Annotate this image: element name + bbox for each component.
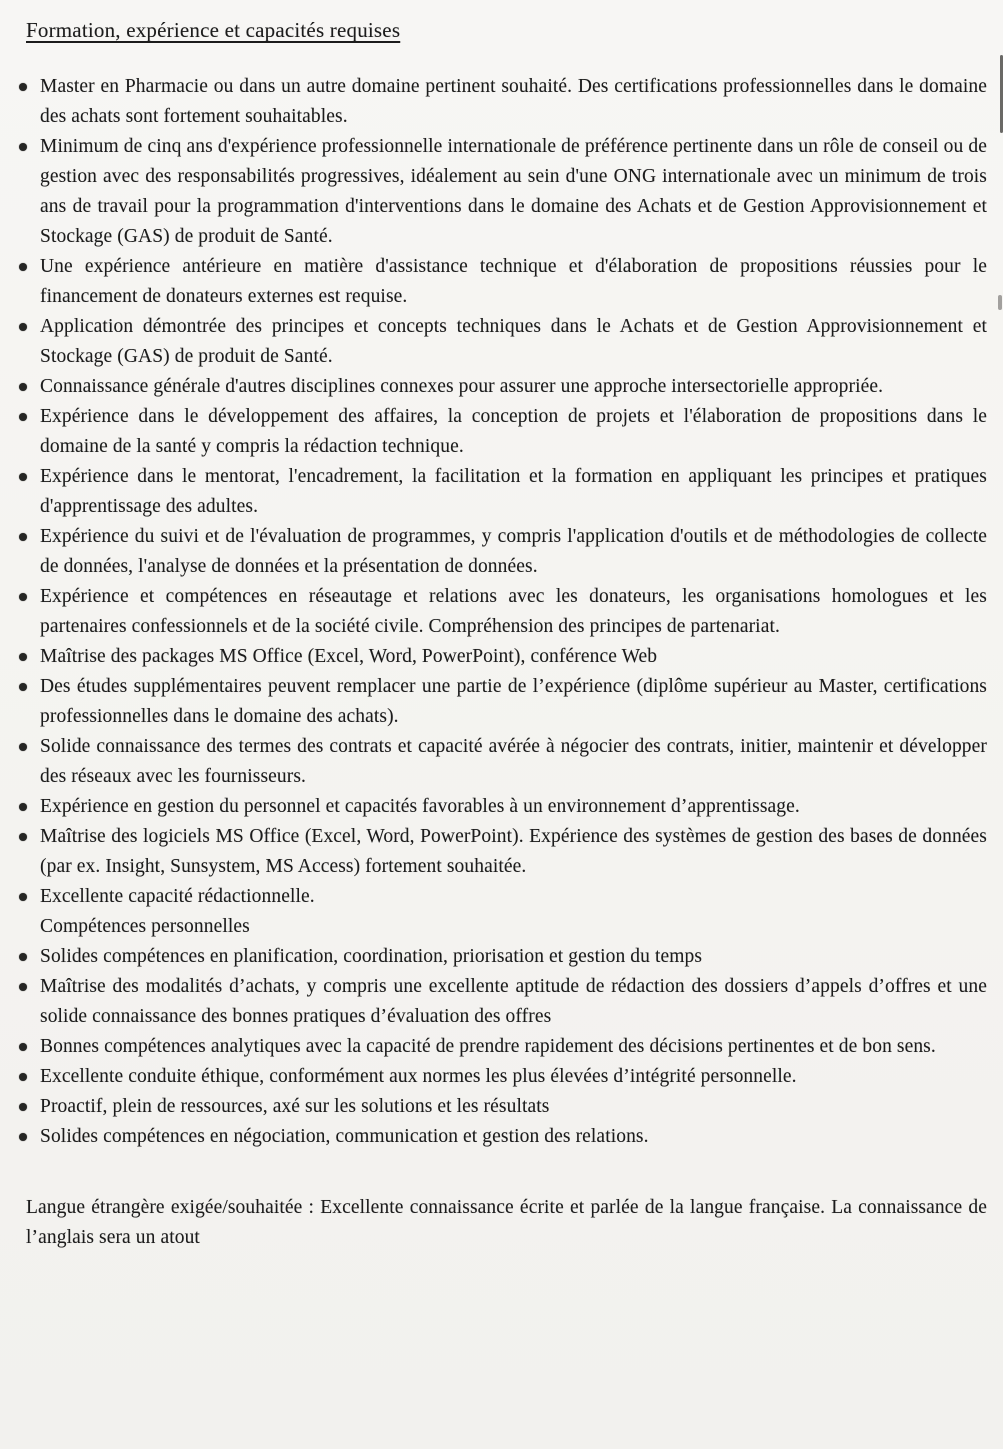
list-item xyxy=(0,972,987,1032)
list-item-text: Expérience du suivi et de l'évaluation de programmes, y compris l'application d'outils et de méthodologies de collecte de données, l'analyse de données et la présentation de données. xyxy=(40,526,987,577)
list-item-text: Expérience en gestion du personnel et capacités favorables à un environnement d’apprentissage. xyxy=(40,796,800,817)
bullet-icon xyxy=(19,803,27,811)
list-item xyxy=(0,792,987,822)
page-title: Formation, expérience et capacités requises xyxy=(26,18,401,42)
bullet-icon xyxy=(19,383,27,391)
list-item-text: Solide connaissance des termes des contrats et capacité avérée à négocier des contrats, initier, maintenir et développer des réseaux avec les fournisseurs. xyxy=(40,736,987,787)
list-item xyxy=(0,732,987,792)
list-item xyxy=(0,72,987,132)
bullet-icon xyxy=(19,323,27,331)
list-item xyxy=(0,942,987,972)
list-item xyxy=(0,672,987,732)
list-subheading xyxy=(0,912,987,942)
list-item xyxy=(0,372,987,402)
list-item-text: Bonnes compétences analytiques avec la capacité de prendre rapidement des décisions pertinentes et de bon sens. xyxy=(40,1036,936,1057)
bullet-icon xyxy=(19,533,27,541)
list-item-text: Connaissance générale d'autres disciplines connexes pour assurer une approche intersectorielle appropriée. xyxy=(40,376,884,397)
list-item xyxy=(0,642,987,672)
bullet-icon xyxy=(19,983,27,991)
list-item-text: Master en Pharmacie ou dans un autre domaine pertinent souhaité. Des certifications professionnelles dans le domaine des achats sont fortement souhaitables. xyxy=(40,76,987,127)
requirements-list xyxy=(0,72,987,1152)
list-item-text: Des études supplémentaires peuvent remplacer une partie de l’expérience (diplôme supérieur au Master, certifications professionnelles dans le domaine des achats). xyxy=(40,676,987,727)
bullet-icon xyxy=(19,653,27,661)
list-item xyxy=(0,132,987,252)
bullet-icon xyxy=(19,953,27,961)
list-item-text: Application démontrée des principes et concepts techniques dans le Achats et de Gestion Approvisionnement et Stockage (GAS) de produit de Santé. xyxy=(40,316,987,367)
list-item-text: Compétences personnelles xyxy=(40,916,250,937)
list-item-text: Minimum de cinq ans d'expérience professionnelle internationale de préférence pertinente dans un rôle de conseil ou de gestion avec des responsabilités progressives, idéalement au sein d'une ONG internationale avec un minimum de trois ans de travail pour la programmation d'interventions dans le domaine des Achats et de Gestion Approvisionnement et Stockage (GAS) de produit de Santé. xyxy=(40,136,987,247)
bullet-icon xyxy=(19,1043,27,1051)
list-item xyxy=(0,822,987,882)
list-item-text: Maîtrise des logiciels MS Office (Excel, Word, PowerPoint). Expérience des systèmes de gestion des bases de données (par ex. Insight, Sunsystem, MS Access) fortement souhaitée. xyxy=(40,826,987,877)
bullet-icon xyxy=(19,263,27,271)
list-item-text: Solides compétences en négociation, communication et gestion des relations. xyxy=(40,1126,649,1147)
list-item-text: Excellente conduite éthique, conformément aux normes les plus élevées d’intégrité personnelle. xyxy=(40,1066,797,1087)
list-item-text: Expérience dans le développement des affaires, la conception de projets et l'élaboration de propositions dans le domaine de la santé y compris la rédaction technique. xyxy=(40,406,987,457)
bullet-icon xyxy=(19,413,27,421)
list-item xyxy=(0,1122,987,1152)
bullet-icon xyxy=(19,833,27,841)
list-item-text: Proactif, plein de ressources, axé sur les solutions et les résultats xyxy=(40,1096,550,1117)
list-item-text: Maîtrise des packages MS Office (Excel, Word, PowerPoint), conférence Web xyxy=(40,646,658,667)
bullet-icon xyxy=(19,1133,27,1141)
list-item xyxy=(0,312,987,372)
list-item xyxy=(0,1032,987,1062)
bullet-icon xyxy=(19,143,27,151)
list-item xyxy=(0,1062,987,1092)
list-item xyxy=(0,882,987,912)
list-item-text: Expérience dans le mentorat, l'encadrement, la facilitation et la formation en appliquant les principes et pratiques d'apprentissage des adultes. xyxy=(40,466,987,517)
list-item-text: Maîtrise des modalités d’achats, y compris une excellente aptitude de rédaction des dossiers d’appels d’offres et une solide connaissance des bonnes pratiques d’évaluation des offres xyxy=(40,976,987,1027)
list-item xyxy=(0,402,987,462)
bullet-icon xyxy=(19,683,27,691)
list-item xyxy=(0,522,987,582)
bullet-icon xyxy=(19,1073,27,1081)
language-note: Langue étrangère exigée/souhaitée : Excellente connaissance écrite et parlée de la langue française. La connaissance de l’anglais sera un atout xyxy=(26,1197,987,1248)
list-item-text: Solides compétences en planification, coordination, priorisation et gestion du temps xyxy=(40,946,703,967)
list-item-text: Une expérience antérieure en matière d'assistance technique et d'élaboration de propositions réussies pour le financement de donateurs externes est requise. xyxy=(40,256,987,307)
list-item xyxy=(0,462,987,522)
bullet-icon xyxy=(19,593,27,601)
bullet-icon xyxy=(19,1103,27,1111)
list-item-text: Excellente capacité rédactionnelle. xyxy=(40,886,315,907)
list-item xyxy=(0,252,987,312)
list-item xyxy=(0,582,987,642)
list-item-text: Expérience et compétences en réseautage et relations avec les donateurs, les organisations homologues et les partenaires confessionnels et de la société civile. Compréhension des principes de partenariat. xyxy=(40,586,987,637)
bullet-icon xyxy=(19,743,27,751)
bullet-icon xyxy=(19,473,27,481)
scan-artifact xyxy=(998,295,1002,310)
bullet-icon xyxy=(19,83,27,91)
bullet-icon xyxy=(19,893,27,901)
list-item xyxy=(0,1092,987,1122)
